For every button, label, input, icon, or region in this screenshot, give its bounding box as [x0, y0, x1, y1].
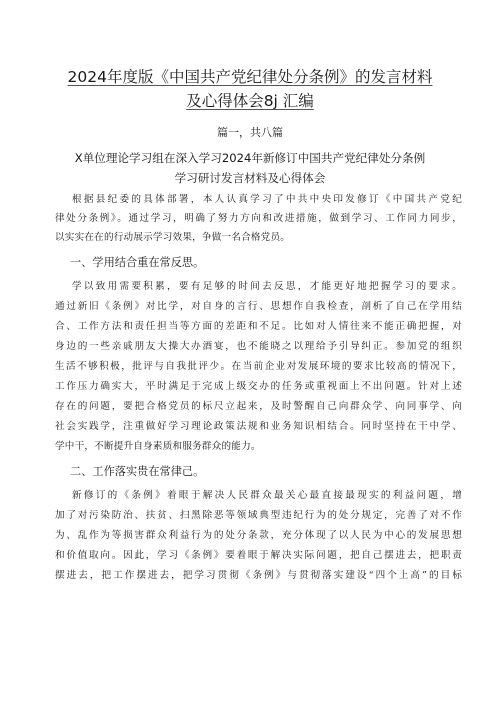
body-line: 加了对污染防治、扶贫、扫黑除恶等领域典型违纪行为的处分规定，完善了对不作 [55, 510, 462, 521]
body-line: 为、乱作为等损害群众利益行为的处分条款，充分体现了以人民为中心的发展思想 [55, 530, 462, 541]
body-line: 学中干，不断提升自身素质和服务群众的能力。 [55, 441, 261, 452]
body-line: 生活不够积极，批评与自我批评少。在当前企业对发展环境的要求比较高的情况下， [55, 361, 462, 372]
body-line: 工作压力确实大，平时满足于完成上级交办的任务或重视面上不出问题。针对上述 [55, 381, 462, 392]
body-line: 通过新旧《条例》对比学，对自身的言行、思想作自我检查，剖析了自己在学用结 [55, 301, 462, 312]
body-line: 合、工作方法和责任担当等方面的差距和不足。比如对人情往来不能正确把握，对 [55, 321, 462, 332]
body-line: 和价值取向。因此，学习《条例》要着眼于解决实际问题，把自己摆进去，把职责 [55, 550, 462, 561]
body-line: 存在的问题，要把合格党员的标尺立起来，及时警醒自己向群众学、向同事学、向 [55, 401, 462, 412]
article-title-line-1: X单位理论学习组在深入学习2024年新修订中国共产党纪律处分条例 [74, 151, 426, 165]
body-line: 摆进去，把工作摆进去，把学习贯彻《条例》与贯彻落实建设“四个上高”的目标 [55, 570, 462, 581]
section-heading: 一、学用结合重在常反思。 [70, 256, 205, 269]
intro-line: 以实实在在的行动展示学习效果，争做一名合格党员。 [55, 232, 291, 243]
section-label: 篇一，共八篇 [217, 126, 283, 139]
section-heading: 二、工作落实贵在常律己。 [70, 465, 205, 478]
body-line: 身边的一些亲戚朋友大操大办酒宴，也不能晓之以理给予引导纠正。参加党的组织 [55, 341, 462, 352]
intro-line: 根据县纪委的具体部署，本人认真学习了中共中央印发修订《中国共产党纪 [72, 194, 462, 205]
article-title-line-2: 学习研讨发言材料及心得体会 [174, 171, 326, 185]
document-title-line-1: 2024年度版《中国共产党纪律处分条例》的发言材料 [67, 68, 433, 86]
intro-line: 律处分条例》。通过学习，明确了努力方向和改进措施，做到学习、工作同力同步， [55, 213, 462, 224]
document-title-line-2: 及心得体会8j 汇编 [186, 92, 314, 110]
body-line: 社会实践学，注重做好学习理论政策法规和业务知识相结合。同时坚持在干中学、 [55, 421, 462, 432]
body-line: 学以致用需要积累，要有足够的时间去反思，才能更好地把握学习的要求。 [72, 281, 462, 292]
body-line: 新修订的《条例》着眼于解决人民群众最关心最直接最现实的利益问题，增 [72, 490, 462, 501]
